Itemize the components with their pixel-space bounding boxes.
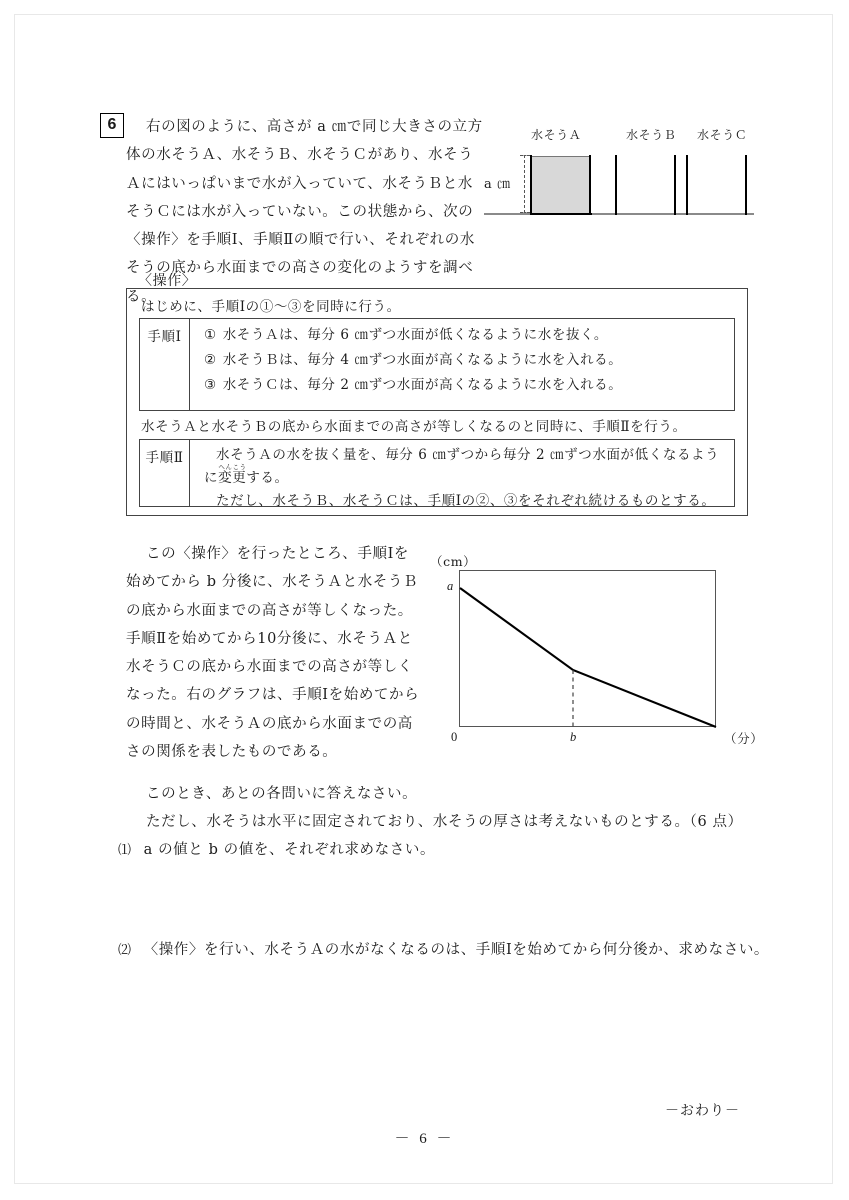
y-axis-unit-label: （cm） <box>430 554 477 569</box>
step-1-items <box>190 319 734 410</box>
tank-height-label: a ㎝ <box>484 177 511 192</box>
tank-b-right-wall <box>674 155 676 215</box>
step-2-ruby <box>218 463 247 486</box>
end-marker: －おわり－ <box>665 1103 740 1119</box>
step-1-item-2-text: 水そうＢは、毎分 4 ㎝ずつ水面が高くなるように水を入れる。 <box>222 352 623 368</box>
step-1-item-2 <box>204 348 728 373</box>
operation-heading: 〈操作〉 <box>138 273 197 289</box>
graph-plot <box>424 552 754 742</box>
question-1-label: ⑴ <box>118 843 132 858</box>
question-2 <box>118 938 769 959</box>
tank-a-floor <box>530 213 592 215</box>
question-2-text: 〈操作〉を行い、水そうＡの水がなくなるのは、手順Ⅰを始めてから何分後か、求めなさい。 <box>143 942 770 958</box>
x-value-b-label: b <box>570 730 577 744</box>
tank-a-water <box>532 156 590 214</box>
operation-head-1: はじめに、手順Ⅰの①～③を同時に行う。 <box>141 299 401 315</box>
x-axis-unit-label: （分） <box>724 731 764 746</box>
page-number: － 6 － <box>394 1131 455 1147</box>
tank-b-label: 水そうＢ <box>626 128 677 142</box>
operation-table <box>126 288 748 516</box>
origin-label: 0 <box>451 730 458 744</box>
step-2-body <box>190 440 734 509</box>
operation-head-2: 水そうＡと水そうＢの底から水面までの高さが等しくなるのと同時に、手順Ⅱを行う。 <box>141 419 687 435</box>
ground-line <box>484 213 754 215</box>
step-1-item-2-number: ② <box>204 352 217 368</box>
tank-c-label: 水そうＣ <box>697 128 748 142</box>
question-1 <box>118 838 435 859</box>
body-paragraph-2: この〈操作〉を行ったところ、手順Ⅰを始めてから b 分後に、水そうＡと水そうＢの底から水面までの高さが等しくなった。手順Ⅱを始めてから10分後に、水そうＡと水そうＣの底から水面までの高さが等しくなった。右のグラフは、手順Ⅰを始めてからの時間と、水そうＡの底から水面までの高さの関係を表したものである。 <box>126 546 420 761</box>
measure-tick-top <box>520 155 530 156</box>
body-paragraph-4: ただし、水そうは水平に固定されており、水そうの厚さは考えないものとする。（6 点） <box>146 814 743 830</box>
step-2-ruby-text: へんこう <box>218 463 247 471</box>
step-1-box <box>139 318 735 411</box>
step-2-paragraph-1 <box>204 444 728 490</box>
step-2-paragraph-1-b: する。 <box>246 470 289 486</box>
step-1-item-1 <box>204 323 728 348</box>
y-value-a-label: a <box>447 579 454 593</box>
step-1-item-1-text: 水そうＡは、毎分 6 ㎝ずつ水面が低くなるように水を抜く。 <box>222 327 609 343</box>
tank-a-left-wall <box>530 155 532 215</box>
step-2-box <box>139 439 735 507</box>
tank-b-left-wall <box>615 155 617 215</box>
step-1-item-1-number: ① <box>204 327 217 343</box>
step-2-paragraph-1-a: 水そうＡの水を抜く量を、毎分 6 ㎝ずつから毎分 2 ㎝ずつ水面が低くなるように <box>204 447 720 486</box>
step-2-ruby-base: 変更 <box>218 470 247 486</box>
graph-figure <box>424 552 764 746</box>
step-1-item-3-number: ③ <box>204 377 217 393</box>
height-measure-dashed-line <box>524 155 525 213</box>
intro-text: 右の図のように、高さが a ㎝で同じ大きさの立方体の水そうＡ、水そうＢ、水そうＣがあり、水そうＡにはいっぱいまで水が入っていて、水そうＢと水そうＣには水が入っていない。この状態から、次の〈操作〉を手順Ⅰ、手順Ⅱの順で行い、それぞれの水そうの底から水面までの高さの変化のようすを調べる。 <box>126 119 483 305</box>
tank-c-right-wall <box>745 155 747 215</box>
tanks-diagram <box>484 126 754 222</box>
question-number-box: 6 <box>100 113 124 138</box>
step-2-label: 手順Ⅱ <box>140 440 190 506</box>
step-2-paragraph-2: ただし、水そうＢ、水そうＣは、手順Ⅰの②、③をそれぞれ続けるものとする。 <box>216 493 716 509</box>
question-1-text: a の値と b の値を、それぞれ求めなさい。 <box>143 842 436 858</box>
tank-a-label: 水そうＡ <box>531 128 582 142</box>
tank-c-left-wall <box>686 155 688 215</box>
step-1-item-3 <box>204 373 728 398</box>
tank-a-right-wall <box>589 155 591 215</box>
step-1-label: 手順Ⅰ <box>140 319 190 410</box>
tank-a-height-line <box>460 588 716 727</box>
measure-tick-bottom <box>520 212 530 213</box>
question-2-label: ⑵ <box>118 943 132 958</box>
body-paragraph-3: このとき、あとの各問いに答えなさい。 <box>146 786 418 802</box>
step-1-item-3-text: 水そうＣは、毎分 2 ㎝ずつ水面が高くなるように水を入れる。 <box>222 377 623 393</box>
